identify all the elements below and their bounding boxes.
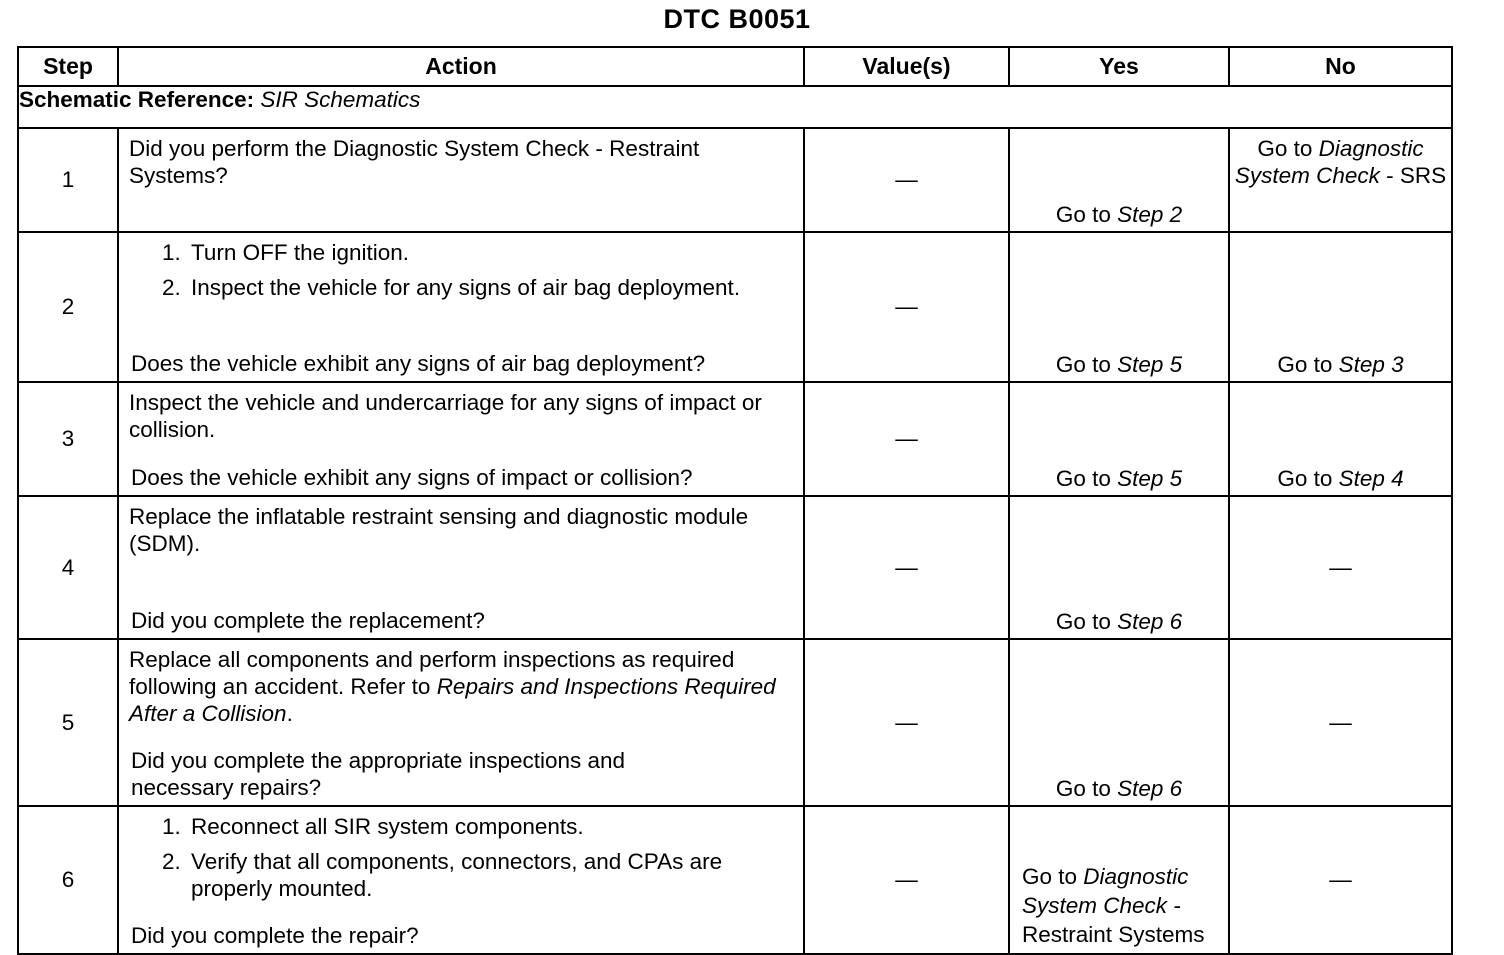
schematic-label: Schematic Reference: xyxy=(19,87,255,112)
action-cell xyxy=(118,496,804,639)
value-cell: — xyxy=(804,128,1009,232)
no-cell: — xyxy=(1229,639,1452,806)
table-row xyxy=(18,806,1452,954)
table-row xyxy=(18,128,1452,232)
go-to-label: Go to xyxy=(1257,136,1313,161)
yes-cell xyxy=(1009,806,1229,954)
table-row xyxy=(18,496,1452,639)
step-number: 1 xyxy=(18,128,118,232)
table-row xyxy=(18,639,1452,806)
go-to-label: Go to xyxy=(1055,352,1111,377)
go-to-label: Go to xyxy=(1055,202,1111,227)
no-cell: — xyxy=(1229,496,1452,639)
header-yes: Yes xyxy=(1009,47,1229,86)
no-link[interactable]: Step 4 xyxy=(1338,466,1404,491)
action-question: Did you perform the Diagnostic System Check - Restraint Systems? xyxy=(129,136,700,188)
action-item: 1. Turn OFF the ignition. xyxy=(187,239,793,266)
schematic-row xyxy=(18,86,1452,128)
value-cell: — xyxy=(804,382,1009,496)
action-item: 1. Reconnect all SIR system components. xyxy=(187,813,793,840)
action-question: Did you complete the repair? xyxy=(131,923,419,948)
action-cell xyxy=(118,232,804,382)
action-text: Inspect the vehicle and undercarriage for any signs of impact or collision. xyxy=(129,390,762,442)
yes-cell xyxy=(1009,496,1229,639)
action-text: Replace the inflatable restraint sensing and diagnostic module (SDM). xyxy=(129,504,749,556)
yes-link[interactable]: Step 2 xyxy=(1117,202,1183,227)
no-cell xyxy=(1229,232,1452,382)
action-question: Did you complete the replacement? xyxy=(131,608,485,633)
yes-cell xyxy=(1009,232,1229,382)
repairs-reference-link[interactable]: Repairs and Inspections Required After a Collision xyxy=(129,674,776,726)
action-cell xyxy=(118,382,804,496)
value-cell: — xyxy=(804,232,1009,382)
action-cell xyxy=(118,639,804,806)
yes-cell xyxy=(1009,128,1229,232)
header-values: Value(s) xyxy=(804,47,1009,86)
action-item: 2. Verify that all components, connectors, and CPAs are properly mounted. xyxy=(187,848,793,902)
action-list xyxy=(129,813,793,902)
table-row xyxy=(18,232,1452,382)
header-action: Action xyxy=(118,47,804,86)
action-text: Replace all components and perform inspections as required following an accident. Refer to Repairs and Inspections Required After a Collision. xyxy=(129,647,776,726)
yes-link[interactable]: Step 6 xyxy=(1117,776,1183,801)
go-to-label: Go to xyxy=(1277,352,1333,377)
table-row xyxy=(18,382,1452,496)
action-cell xyxy=(118,128,804,232)
step-number: 3 xyxy=(18,382,118,496)
no-link[interactable]: Diagnostic System Check xyxy=(1234,136,1424,188)
value-cell: — xyxy=(804,496,1009,639)
action-cell xyxy=(118,806,804,954)
go-to-label: Go to xyxy=(1055,609,1111,634)
action-question: Does the vehicle exhibit any signs of air bag deployment? xyxy=(131,351,706,376)
yes-link[interactable]: Step 5 xyxy=(1117,466,1183,491)
header-row xyxy=(18,47,1452,86)
no-cell: — xyxy=(1229,806,1452,954)
go-to-label: Go to xyxy=(1055,776,1111,801)
value-cell: — xyxy=(804,806,1009,954)
no-suffix: - SRS xyxy=(1386,163,1447,188)
schematic-link[interactable]: SIR Schematics xyxy=(260,87,421,112)
dtc-table xyxy=(17,46,1453,955)
action-item: 2. Inspect the vehicle for any signs of air bag deployment. xyxy=(187,274,793,301)
yes-suffix: Restraint Systems xyxy=(1022,922,1205,947)
step-number: 6 xyxy=(18,806,118,954)
yes-cell xyxy=(1009,382,1229,496)
yes-link[interactable]: Step 5 xyxy=(1117,352,1183,377)
yes-link[interactable]: Diagnostic System Check - xyxy=(1022,864,1189,918)
step-number: 4 xyxy=(18,496,118,639)
yes-link[interactable]: Step 6 xyxy=(1117,609,1183,634)
action-text-body: Replace all components and perform inspections as required following an accident. Refer to xyxy=(129,647,735,699)
action-list xyxy=(129,239,793,301)
go-to-label: Go to xyxy=(1022,864,1078,889)
action-question: Did you complete the appropriate inspections and necessary repairs? xyxy=(131,748,626,800)
no-link[interactable]: Step 3 xyxy=(1338,352,1404,377)
step-number: 5 xyxy=(18,639,118,806)
action-question: Does the vehicle exhibit any signs of impact or collision? xyxy=(131,465,693,490)
yes-cell xyxy=(1009,639,1229,806)
schematic-reference xyxy=(18,86,1452,128)
header-step: Step xyxy=(18,47,118,86)
page-title: DTC B0051 xyxy=(663,4,811,34)
no-cell xyxy=(1229,382,1452,496)
no-cell xyxy=(1229,128,1452,232)
go-to-label: Go to xyxy=(1277,466,1333,491)
step-number: 2 xyxy=(18,232,118,382)
header-no: No xyxy=(1229,47,1452,86)
value-cell: — xyxy=(804,639,1009,806)
go-to-label: Go to xyxy=(1055,466,1111,491)
